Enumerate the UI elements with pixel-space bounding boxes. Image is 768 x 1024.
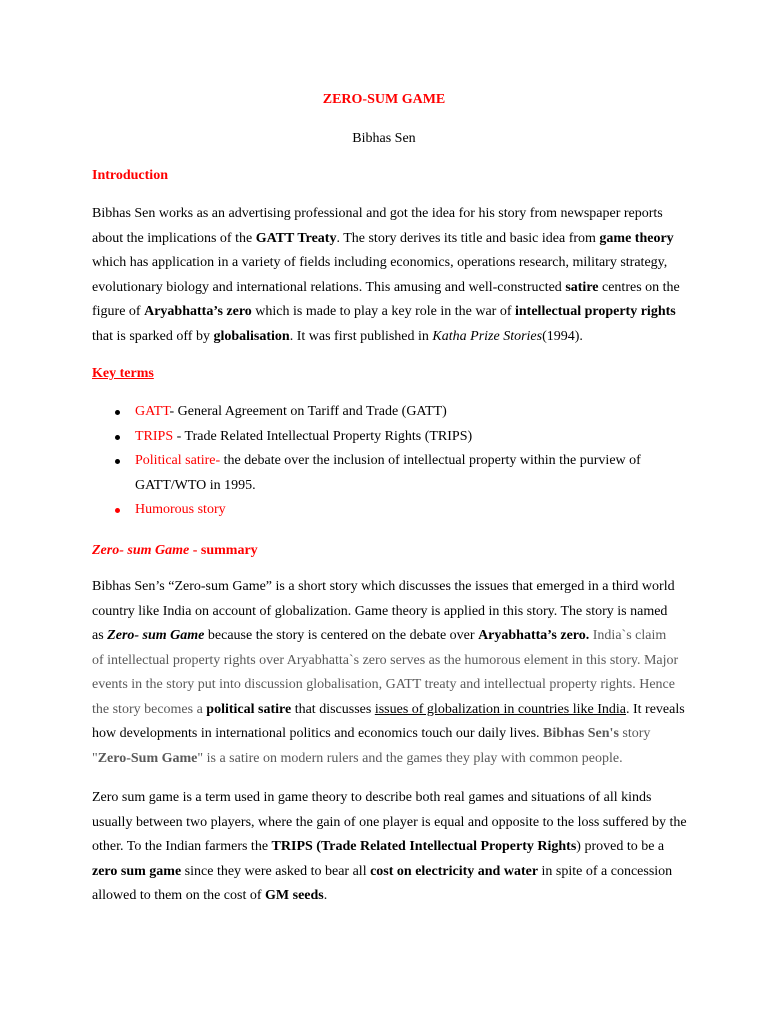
- aryabhatta-zero-text: Aryabhatta’s zero: [144, 304, 252, 319]
- satire-text: satire: [565, 279, 599, 295]
- para3-line-3: other. To the Indian farmers the TRIPS (Trade Related Intellectual Property Rights) proved to be a: [92, 839, 665, 854]
- para3-line-1: Zero sum game is a term used in game theory to describe both real games and situations of all kinds: [92, 790, 652, 805]
- summary-line-6: the story becomes a political satire that discusses issues of globalization in countries like India. It reveals: [92, 701, 685, 717]
- katha-prize-stories-text: Katha Prize Stories: [432, 328, 543, 344]
- document-title: ZERO-SUM GAME: [322, 92, 446, 107]
- list-item: Humorous story: [92, 498, 692, 523]
- bullet-icon: [115, 508, 120, 513]
- summary-line-3: as Zero- sum Game because the story is centered on the debate over Aryabhatta’s zero. India`s claim: [92, 628, 667, 643]
- key-terms-heading: Key terms: [92, 366, 154, 381]
- summary-line-4: of intellectual property rights over Aryabhatta`s zero serves as the humorous element in this story. Major: [92, 652, 679, 668]
- summary-heading: Zero- sum Game - summary: [92, 543, 258, 558]
- summary-line-7: how developments in international politics and economics touch our daily lives. Bibhas Sen's story: [92, 726, 651, 741]
- intro-line-2: about the implications of the GATT Treaty. The story derives its title and basic idea from game theory: [92, 230, 674, 246]
- intro-line-4: evolutionary biology and international relations. This amusing and well-constructed satire centres on the: [92, 279, 680, 295]
- author-name: Bibhas Sen: [352, 131, 416, 146]
- intro-line-1: Bibhas Sen works as an advertising professional and got the idea for his story from newspaper reports: [92, 206, 663, 221]
- summary-line-2: country like India on account of globalization. Game theory is applied in this story. The story is named: [92, 603, 668, 619]
- summary-line-1: Bibhas Sen’s “Zero-sum Game” is a short story which discusses the issues that emerged in a third world: [92, 579, 675, 594]
- introduction-paragraph: [92, 202, 692, 349]
- gatt-treaty-text: GATT Treaty: [255, 230, 337, 246]
- game-theory-text: game theory: [599, 230, 674, 246]
- key-terms-list: [92, 400, 692, 523]
- para3-line-4: zero sum game since they were asked to bear all cost on electricity and water in spite of a concession: [92, 863, 673, 879]
- list-item: GATT- General Agreement on Tariff and Trade (GATT): [92, 400, 692, 425]
- intro-line-6: that is sparked off by globalisation. It was first published in Katha Prize Stories(1994).: [92, 328, 583, 344]
- ipr-text: intellectual property rights: [515, 304, 676, 319]
- bullet-icon: [115, 459, 120, 464]
- zero-sum-definition-paragraph: [92, 786, 692, 909]
- para3-line-5: allowed to them on the cost of GM seeds.: [92, 888, 328, 903]
- summary-line-8: "Zero-Sum Game" is a satire on modern rulers and the games they play with common people.: [92, 750, 623, 766]
- bullet-icon: [115, 435, 120, 440]
- introduction-heading: Introduction: [92, 168, 168, 183]
- list-item: TRIPS - Trade Related Intellectual Property Rights (TRIPS): [92, 425, 692, 450]
- intro-line-3: which has application in a variety of fields including economics, operations research, military strategy,: [92, 255, 668, 270]
- summary-line-5: events in the story put into discussion globalisation, GATT treaty and intellectual property rights. Hence: [92, 677, 675, 692]
- list-item: Political satire- the debate over the inclusion of intellectual property within the purview of GATT/WTO in 1995.: [92, 449, 692, 498]
- globalisation-text: globalisation: [213, 328, 290, 344]
- summary-paragraph: [92, 575, 692, 771]
- intro-line-5: figure of Aryabhatta’s zero which is made to play a key role in the war of intellectual property rights: [92, 304, 676, 319]
- para3-line-2: usually between two players, where the gain of one player is equal and opposite to the loss suffered by the: [92, 814, 687, 830]
- bullet-icon: [115, 410, 120, 415]
